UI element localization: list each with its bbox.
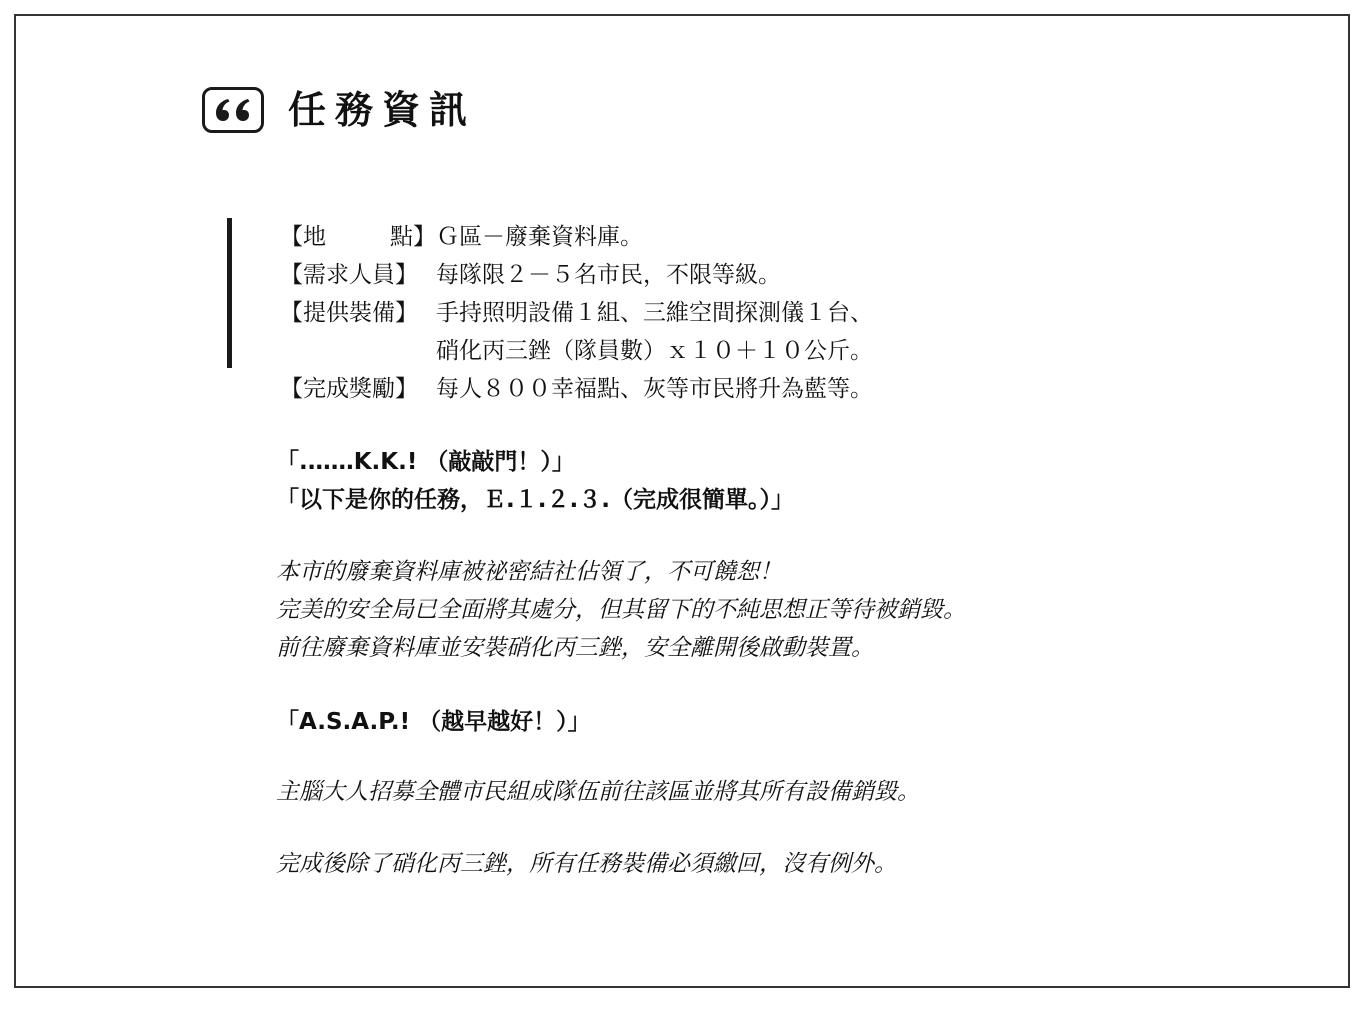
info-label-requirement: 【需求人員】 bbox=[280, 262, 418, 288]
note-line: 完成後除了硝化丙三銼，所有任務裝備必須繳回，沒有例外。 bbox=[276, 851, 897, 877]
info-label-equipment: 【提供裝備】 bbox=[280, 300, 418, 326]
info-label-location bbox=[280, 218, 436, 256]
info-value-reward: 每人８００幸福點、灰等市民將升為藍等。 bbox=[436, 376, 873, 402]
info-value-equipment bbox=[436, 294, 873, 370]
quote-icon bbox=[202, 87, 264, 133]
story-line-1: 本市的廢棄資料庫被祕密結社佔領了，不可饒恕！ bbox=[276, 559, 782, 585]
info-value-equipment-line1: 手持照明設備１組、三維空間探測儀１台、 bbox=[436, 300, 873, 326]
mission-info-list bbox=[280, 218, 873, 408]
page-title: 任務資訊 bbox=[288, 88, 477, 132]
info-label-location-close: 點】 bbox=[390, 224, 436, 250]
info-value-equipment-line2: 硝化丙三銼（隊員數）ｘ１０＋１０公斤。 bbox=[436, 338, 873, 364]
story-line-2: 完美的安全局已全面將其處分，但其留下的不純思想正等待被銷毀。 bbox=[276, 597, 966, 623]
info-label-reward: 【完成獎勵】 bbox=[280, 376, 418, 402]
info-label-location-open: 【地 bbox=[280, 224, 326, 250]
info-value-requirement: 每隊限２－５名市民，不限等級。 bbox=[436, 262, 781, 288]
info-row-location bbox=[280, 218, 873, 256]
order-line: 主腦大人招募全體市民組成隊伍前往該區並將其所有設備銷毀。 bbox=[276, 779, 920, 805]
info-row-reward bbox=[280, 370, 873, 408]
info-row-requirement bbox=[280, 256, 873, 294]
asap-line: 「A.S.A.P.! （越早越好！）」 bbox=[276, 709, 591, 735]
info-value-location: Ｇ區－廢棄資料庫。 bbox=[436, 224, 643, 250]
dialogue-line-1: 「.……K.K.! （敲敲門！）」 bbox=[276, 449, 575, 475]
section-heading bbox=[202, 86, 476, 134]
info-row-equipment bbox=[280, 294, 873, 370]
accent-bar bbox=[227, 218, 232, 368]
dialogue-line-2: 「以下是你的任務，Ｅ.１.２.３.（完成很簡單。）」 bbox=[276, 487, 794, 513]
story-line-3: 前往廢棄資料庫並安裝硝化丙三銼，安全離開後啟動裝置。 bbox=[276, 635, 874, 661]
